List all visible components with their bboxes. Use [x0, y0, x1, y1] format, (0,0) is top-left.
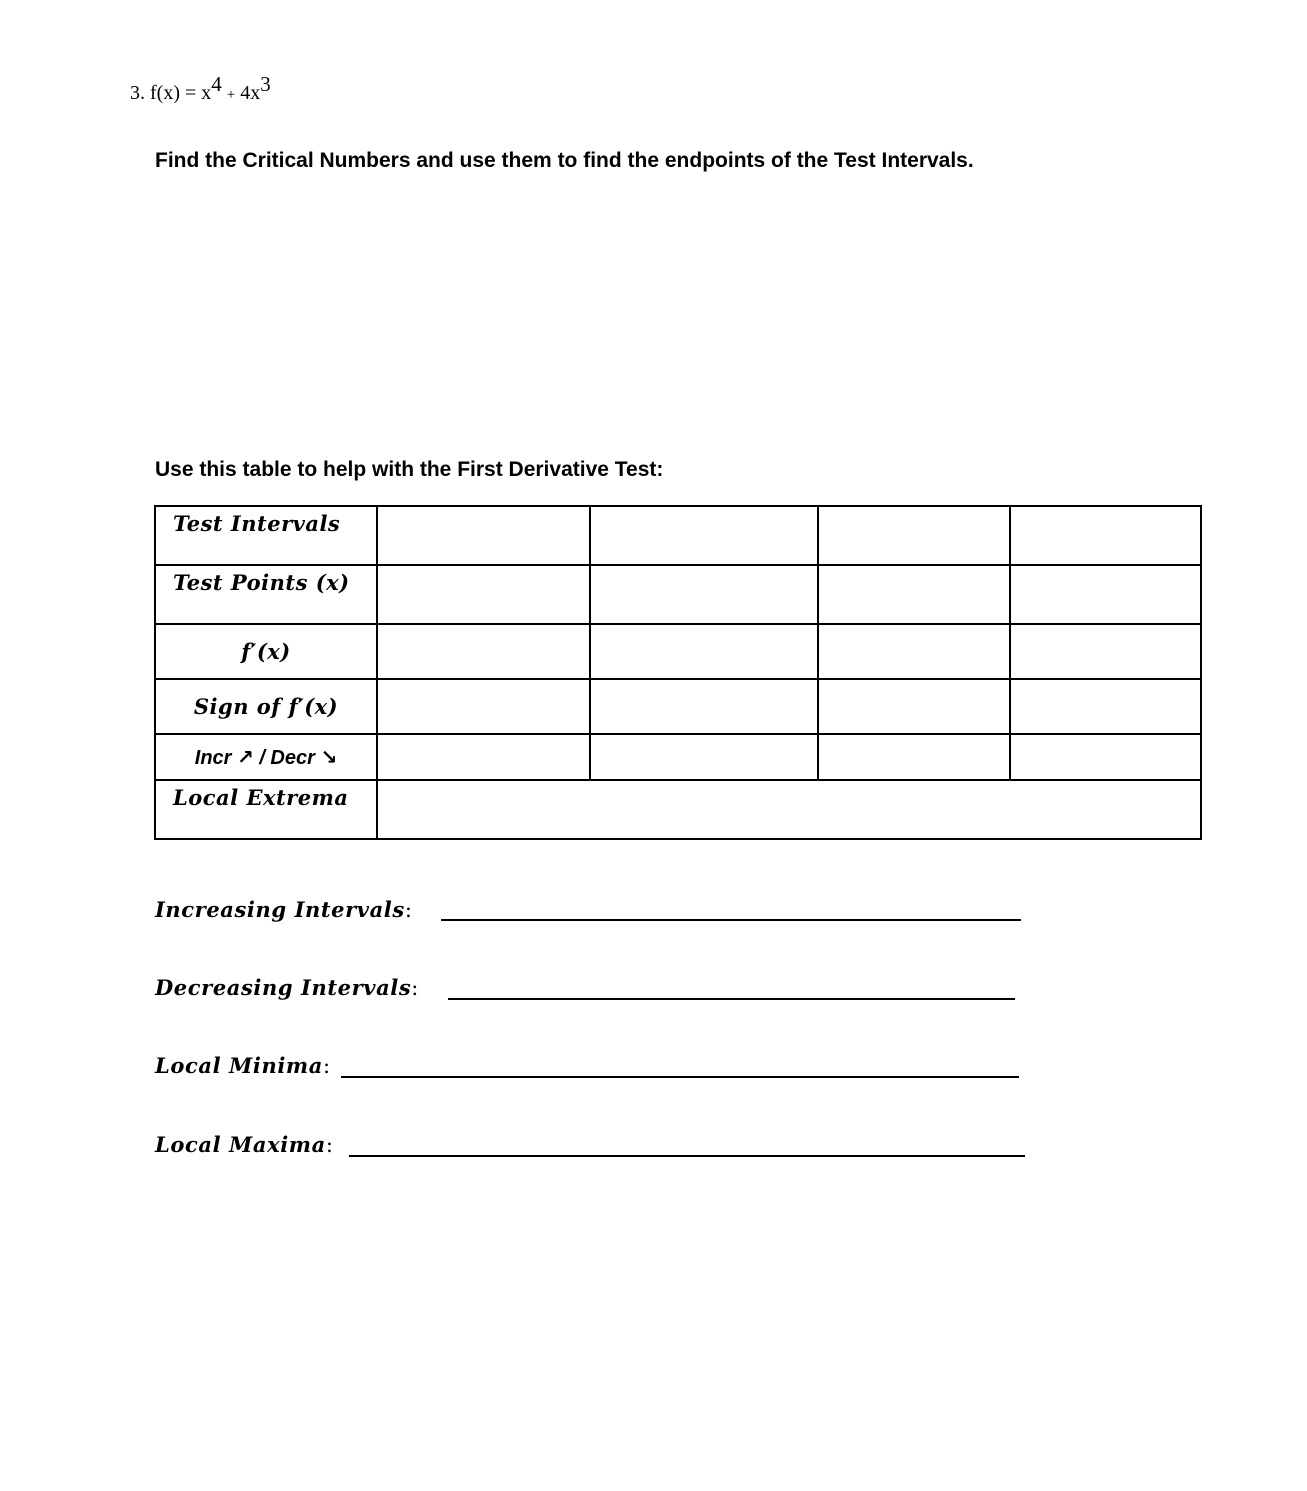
table-cell[interactable]	[818, 734, 1010, 780]
table-cell[interactable]	[590, 506, 818, 565]
row-local-extrema	[155, 780, 1201, 839]
table-cell[interactable]	[377, 624, 590, 679]
colon: :	[411, 976, 419, 1000]
row-sign	[155, 679, 1201, 734]
table-cell[interactable]	[377, 506, 590, 565]
table-cell[interactable]	[1010, 506, 1201, 565]
colon: :	[322, 1054, 331, 1078]
table-cell[interactable]	[818, 679, 1010, 734]
table-cell[interactable]	[818, 624, 1010, 679]
table-instruction: Use this table to help with the First Derivative Test:	[155, 458, 664, 481]
table-cell[interactable]	[377, 734, 590, 780]
decreasing-intervals-label	[155, 975, 419, 1000]
row-label-test-intervals: Test Intervals	[155, 506, 377, 565]
row-label-derivative: f′(x)	[155, 624, 377, 679]
colon: :	[325, 1133, 334, 1157]
local-minima-answer-line[interactable]	[341, 1076, 1019, 1078]
table-cell[interactable]	[818, 565, 1010, 624]
row-incr-decr	[155, 734, 1201, 780]
critical-numbers-instruction: Find the Critical Numbers and use them to find the endpoints of the Test Intervals.	[155, 149, 974, 172]
decreasing-intervals-text: Decreasing Intervals	[155, 975, 412, 1000]
table-cell[interactable]	[590, 734, 818, 780]
increasing-intervals-text: Increasing Intervals	[155, 897, 405, 922]
problem-statement	[130, 72, 271, 105]
local-maxima-label	[155, 1132, 334, 1157]
problem-number: 3.	[130, 82, 145, 104]
table-cell[interactable]	[590, 679, 818, 734]
decreasing-intervals-answer-line[interactable]	[448, 998, 1015, 1000]
table-cell[interactable]	[1010, 624, 1201, 679]
plus-sign: +	[226, 87, 236, 103]
colon: :	[404, 898, 413, 922]
first-derivative-test-table	[154, 505, 1202, 840]
table-cell[interactable]	[1010, 565, 1201, 624]
local-extrema-cell[interactable]	[377, 780, 1201, 839]
increasing-intervals-label	[155, 897, 413, 922]
table-cell[interactable]	[818, 506, 1010, 565]
table-cell[interactable]	[1010, 679, 1201, 734]
row-label-local-extrema: Local Extrema	[155, 780, 377, 839]
row-test-intervals	[155, 506, 1201, 565]
local-minima-label	[155, 1053, 331, 1078]
local-minima-text: Local Minima	[155, 1053, 323, 1078]
row-label-test-points: Test Points (x)	[155, 565, 377, 624]
row-label-sign: Sign of f′(x)	[155, 679, 377, 734]
local-maxima-answer-line[interactable]	[349, 1155, 1025, 1157]
term2-exponent: 3	[260, 72, 271, 96]
term2-base: 4x	[240, 82, 261, 104]
table-cell[interactable]	[590, 565, 818, 624]
term1-exponent: 4	[211, 72, 222, 96]
function-lhs: f(x) =	[150, 82, 197, 104]
table-cell[interactable]	[1010, 734, 1201, 780]
table-cell[interactable]	[590, 624, 818, 679]
row-label-incr-decr: Incr ↗ / Decr ↘	[155, 734, 377, 780]
row-test-points	[155, 565, 1201, 624]
table-cell[interactable]	[377, 679, 590, 734]
increasing-intervals-answer-line[interactable]	[441, 919, 1021, 921]
local-maxima-text: Local Maxima	[155, 1132, 326, 1157]
table-cell[interactable]	[377, 565, 590, 624]
row-derivative	[155, 624, 1201, 679]
term1-base: x	[201, 82, 212, 104]
